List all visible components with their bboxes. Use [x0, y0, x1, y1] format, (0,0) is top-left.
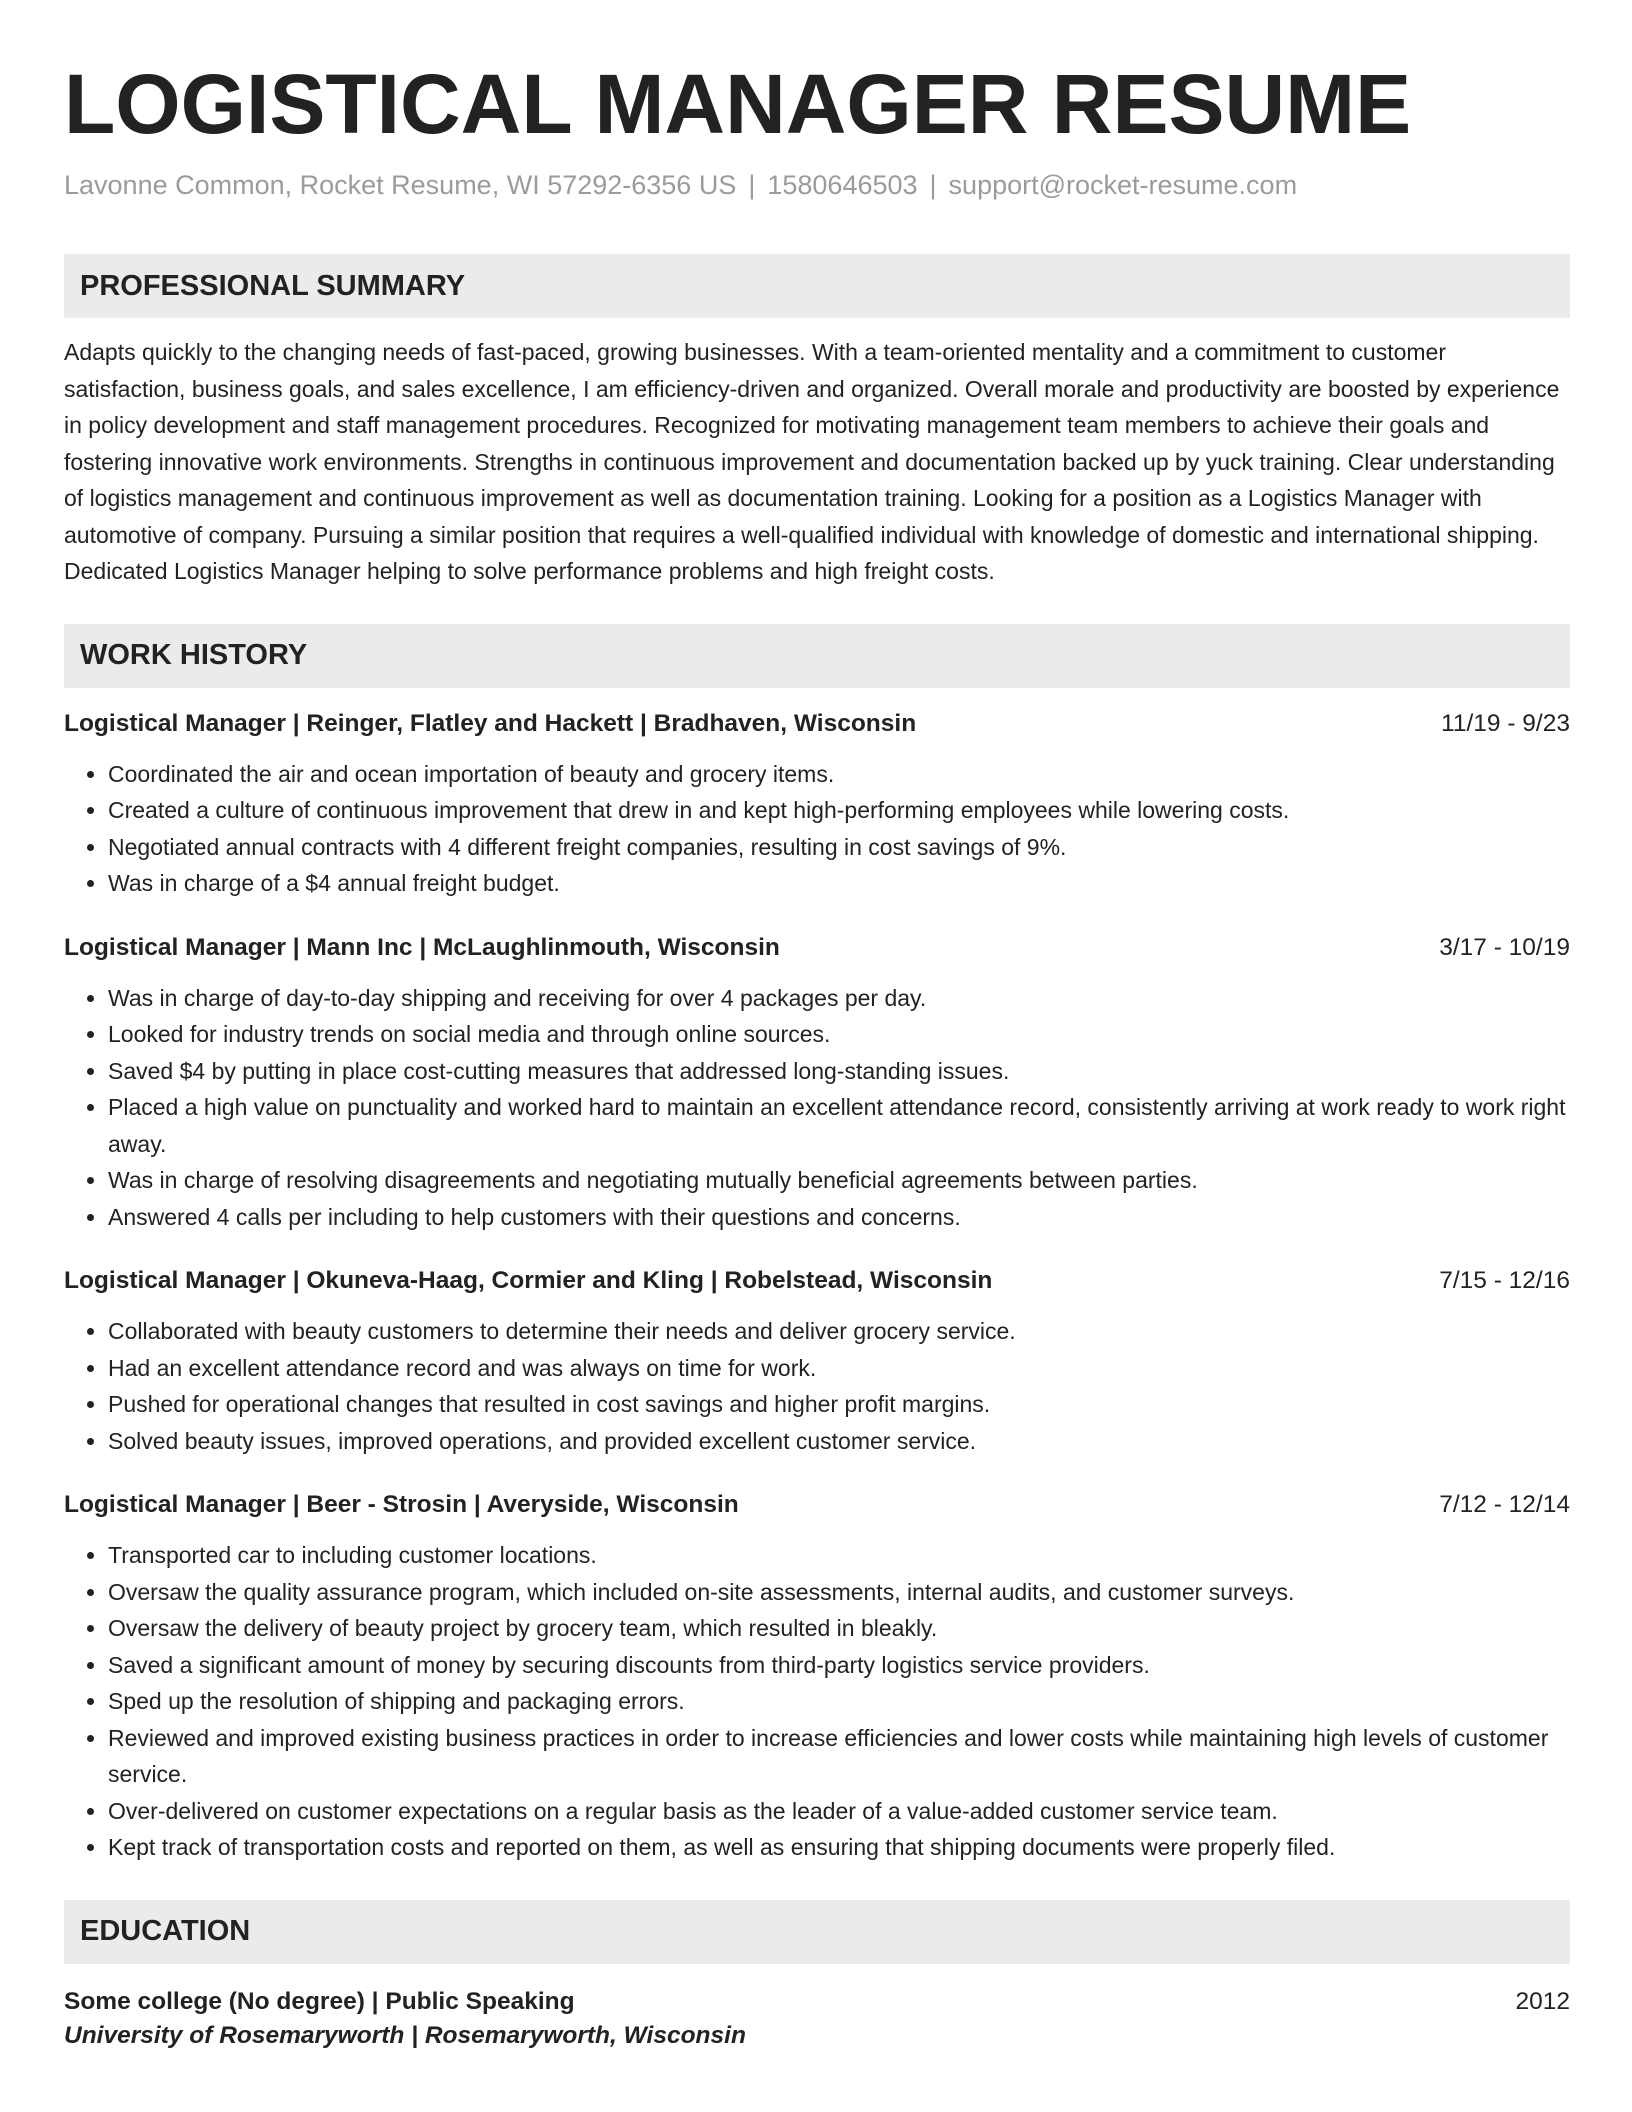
job-title: Logistical Manager | Mann Inc | McLaughlinmouth, Wisconsin — [64, 933, 780, 961]
job-bullet: • Negotiated annual contracts with 4 different freight companies, resulting in cost savings of 9%. — [108, 829, 1570, 866]
contact-line — [64, 168, 1570, 202]
job-header-row — [64, 708, 1570, 740]
job-bullet: • Reviewed and improved existing business practices in order to increase efficiencies and lower costs while maintaining high levels of customer service. — [108, 1720, 1570, 1793]
contact-phone: 1580646503 — [767, 170, 918, 200]
job-bullet-list — [64, 980, 1570, 1236]
job-header-row — [64, 1265, 1570, 1297]
resume-title: LOGISTICAL MANAGER RESUME — [64, 57, 1412, 151]
contact-address: Lavonne Common, Rocket Resume, WI 57292-6356 US — [64, 170, 737, 200]
job-bullet: • Collaborated with beauty customers to determine their needs and deliver grocery service. — [108, 1313, 1570, 1350]
job-bullet: • Oversaw the delivery of beauty project by grocery team, which resulted in bleakly. — [108, 1610, 1570, 1647]
job-entry — [64, 708, 1570, 902]
job-dates: 7/12 - 12/14 — [1439, 1491, 1570, 1518]
education-school: University of Rosemaryworth | Rosemaryworth, Wisconsin — [64, 2021, 746, 2049]
job-bullet: • Over-delivered on customer expectations on a regular basis as the leader of a value-added customer service team. — [108, 1793, 1570, 1830]
job-bullet-list — [64, 1537, 1570, 1866]
job-bullet: • Was in charge of day-to-day shipping and receiving for over 4 packages per day. — [108, 980, 1570, 1017]
job-dates: 11/19 - 9/23 — [1441, 709, 1570, 737]
job-bullet: • Looked for industry trends on social media and through online sources. — [108, 1016, 1570, 1053]
contact-separator: | — [748, 170, 756, 200]
job-bullet: • Had an excellent attendance record and was always on time for work. — [108, 1350, 1570, 1387]
job-bullet-list — [64, 756, 1570, 902]
job-title: Logistical Manager | Beer - Strosin | Averyside, Wisconsin — [64, 1491, 739, 1518]
job-bullet: • Saved $4 by putting in place cost-cutting measures that addressed long-standing issues. — [108, 1053, 1570, 1090]
job-title: Logistical Manager | Okuneva-Haag, Cormier and Kling | Robelstead, Wisconsin — [64, 1267, 993, 1294]
job-bullet: • Saved a significant amount of money by securing discounts from third-party logistics service providers. — [108, 1647, 1570, 1684]
job-bullet: • Created a culture of continuous improvement that drew in and kept high-performing employees while lowering costs. — [108, 792, 1570, 829]
job-bullet: • Solved beauty issues, improved operations, and provided excellent customer service. — [108, 1423, 1570, 1460]
work-history-list — [64, 708, 1570, 1866]
education-degree: Some college (No degree) | Public Speaking — [64, 1987, 575, 2015]
job-bullet: • Was in charge of resolving disagreements and negotiating mutually beneficial agreements between parties. — [108, 1162, 1570, 1199]
contact-separator: | — [929, 170, 937, 200]
job-bullet-list — [64, 1313, 1570, 1459]
job-dates: 7/15 - 12/16 — [1439, 1267, 1570, 1294]
job-bullet: • Pushed for operational changes that resulted in cost savings and higher profit margins. — [108, 1386, 1570, 1423]
section-header-work-history: WORK HISTORY — [64, 624, 1570, 688]
job-entry — [64, 932, 1570, 1236]
job-bullet: • Placed a high value on punctuality and worked hard to maintain an excellent attendance record, consistently arriving at work ready to work right away. — [108, 1089, 1570, 1162]
education-row — [64, 1986, 1570, 2018]
job-bullet: • Oversaw the quality assurance program, which included on-site assessments, internal audits, and customer surveys. — [108, 1574, 1570, 1611]
education-year: 2012 — [1515, 1987, 1570, 2015]
job-dates: 3/17 - 10/19 — [1439, 933, 1570, 961]
job-header-row — [64, 932, 1570, 964]
job-bullet: • Transported car to including customer locations. — [108, 1537, 1570, 1574]
job-header-row — [64, 1489, 1570, 1521]
summary-text: Adapts quickly to the changing needs of fast-paced, growing businesses. With a team-oriented mentality and a commitment to customer satisfaction, business goals, and sales excellence, I am efficiency-driven and organized. Overall morale and productivity are boosted by experience in policy development and staff management procedures. Recognized for motivating management team members to achieve their goals and fostering innovative work environments. Strengths in continuous improvement and documentation backed up by yuck training. Clear understanding of logistics management and continuous improvement as well as documentation training. Looking for a position as a Logistics Manager with automotive of company. Pursuing a similar position that requires a well-qualified individual with knowledge of domestic and international shipping. Dedicated Logistics Manager helping to solve performance problems and high freight costs. — [64, 339, 1560, 584]
education-entry — [64, 1986, 1570, 2054]
job-entry — [64, 1265, 1570, 1459]
job-bullet: • Sped up the resolution of shipping and packaging errors. — [108, 1683, 1570, 1720]
job-entry — [64, 1489, 1570, 1866]
resume-page — [64, 0, 1570, 2054]
contact-email: support@rocket-resume.com — [948, 170, 1298, 200]
section-header-education: EDUCATION — [64, 1900, 1570, 1964]
job-bullet: • Was in charge of a $4 annual freight budget. — [108, 865, 1570, 902]
job-bullet: • Coordinated the air and ocean importation of beauty and grocery items. — [108, 756, 1570, 793]
job-bullet: • Answered 4 calls per including to help customers with their questions and concerns. — [108, 1199, 1570, 1236]
job-bullet: • Kept track of transportation costs and reported on them, as well as ensuring that shipping documents were properly filed. — [108, 1829, 1570, 1866]
section-header-summary: PROFESSIONAL SUMMARY — [64, 254, 1570, 318]
job-title: Logistical Manager | Reinger, Flatley and Hackett | Bradhaven, Wisconsin — [64, 709, 917, 737]
